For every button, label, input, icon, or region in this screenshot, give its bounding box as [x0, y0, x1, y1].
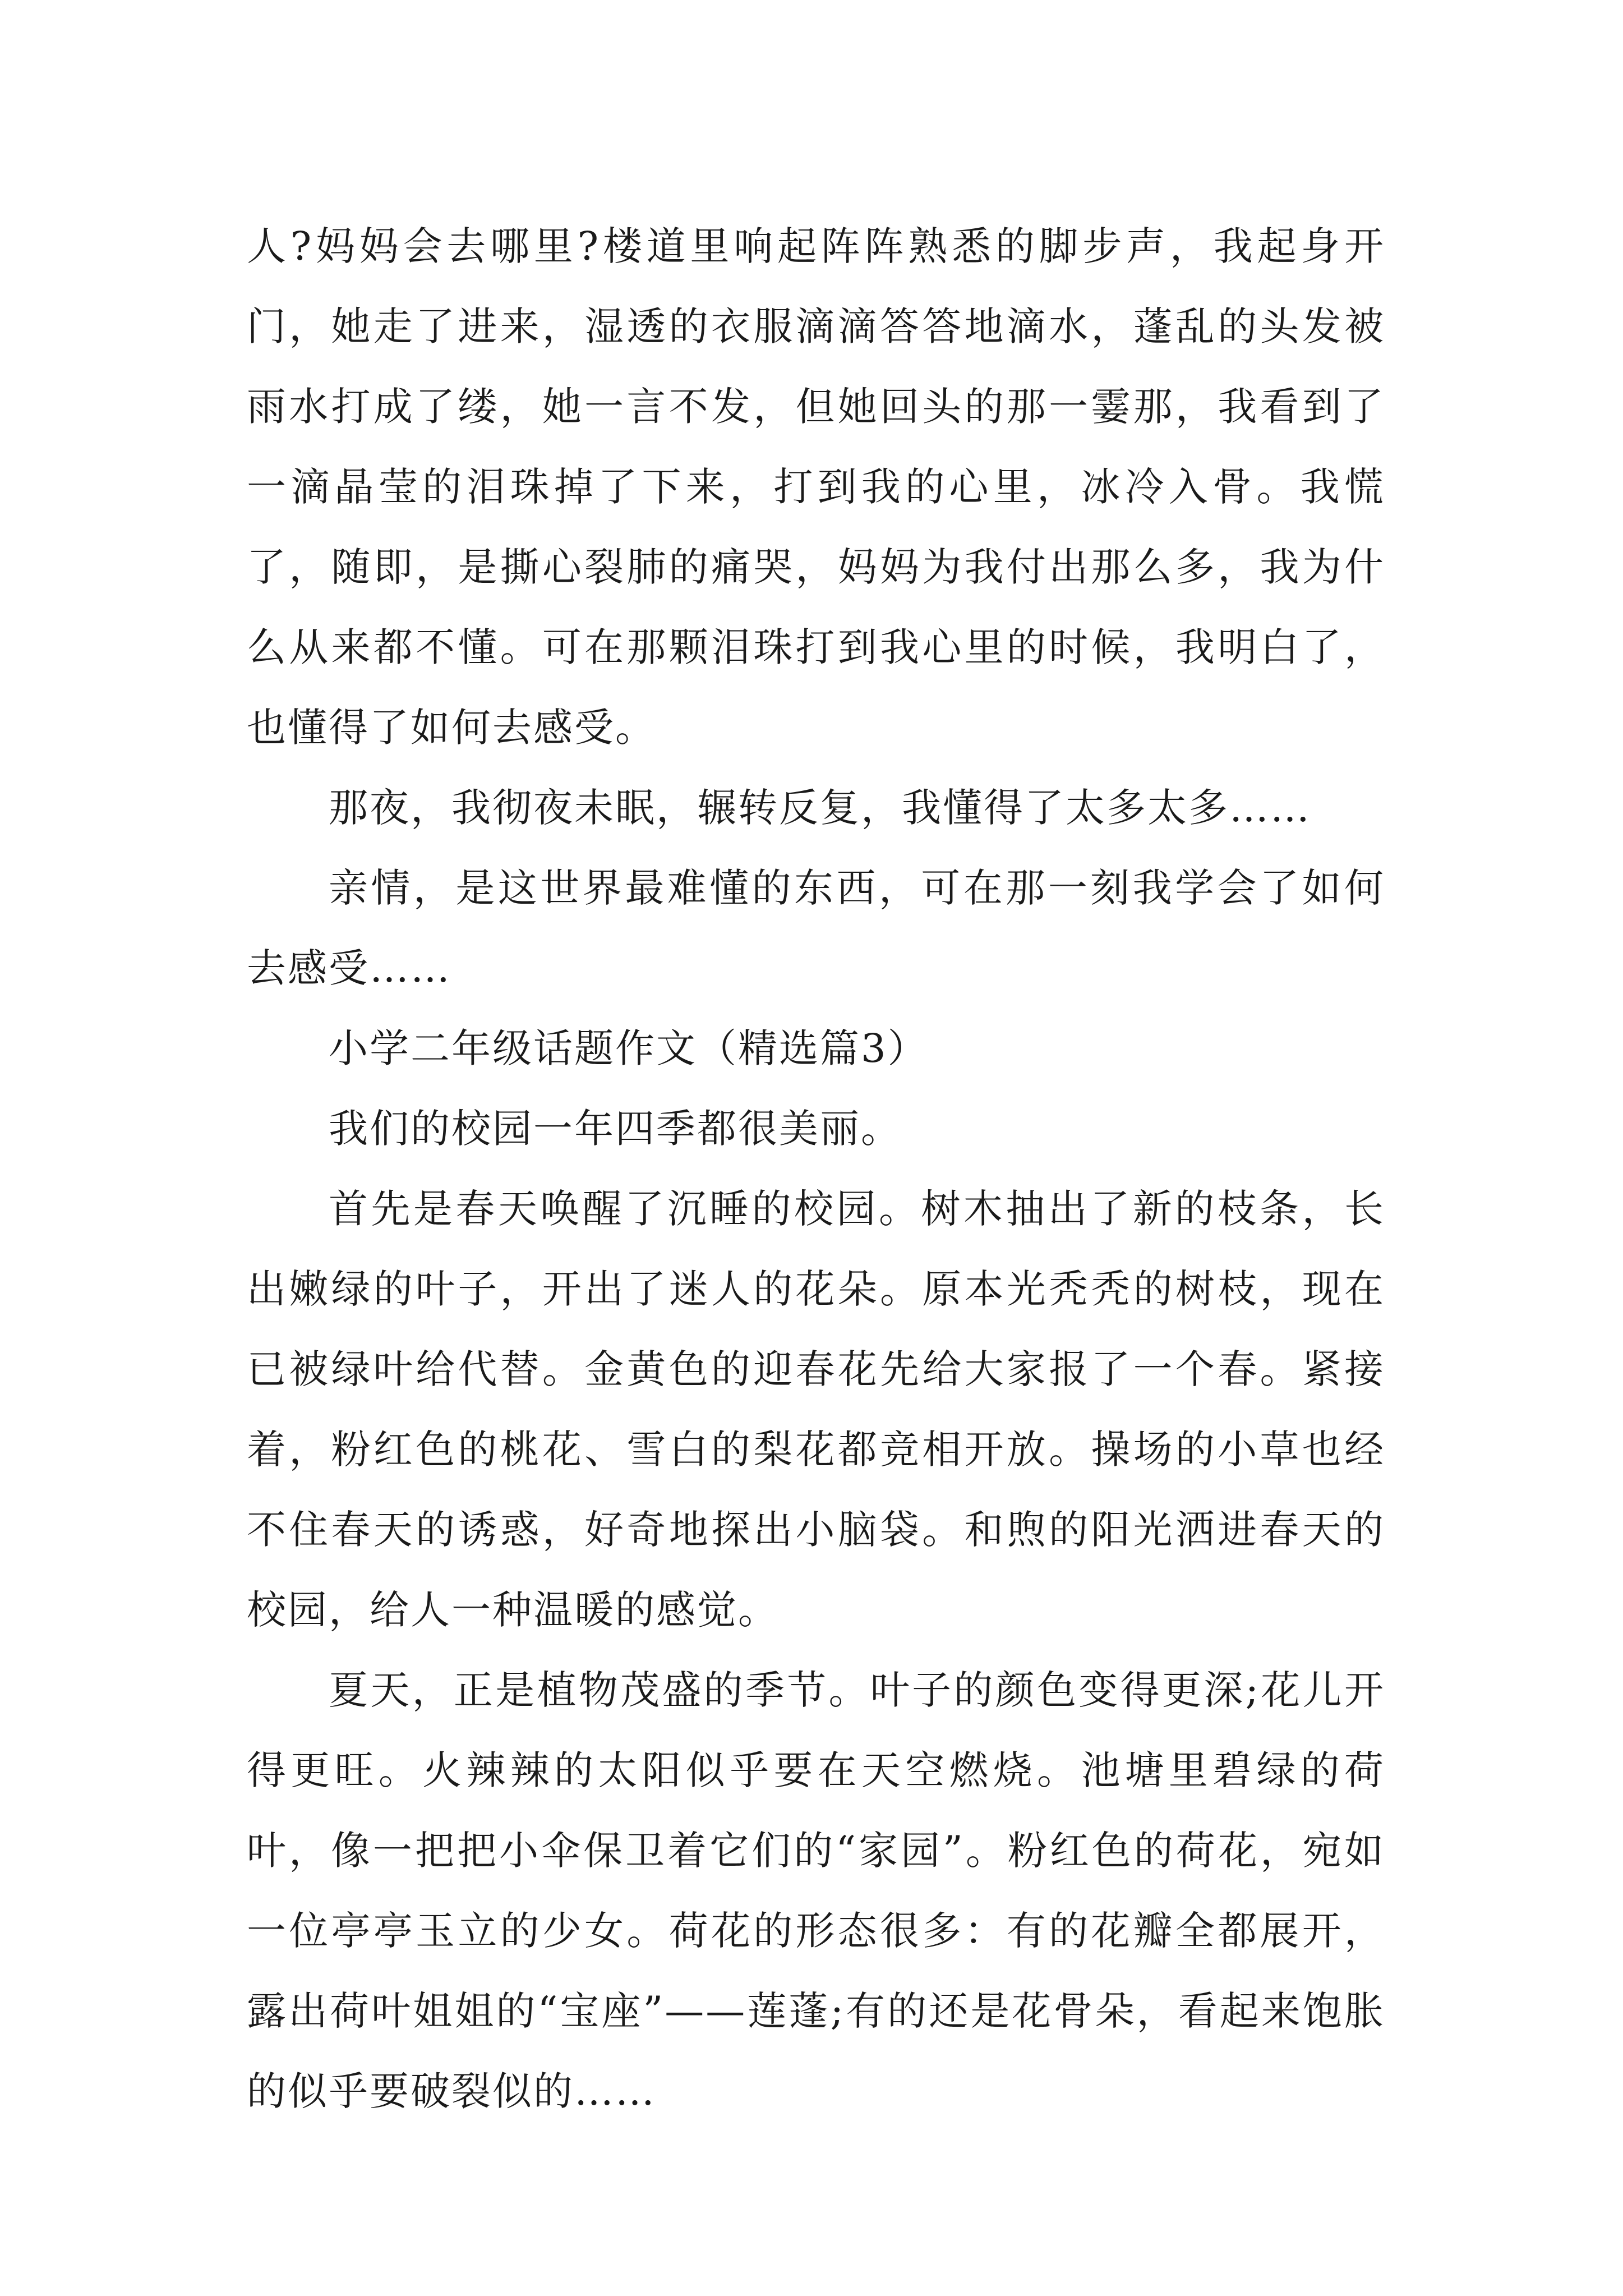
document-body	[247, 206, 1385, 2132]
section-heading: 小学二年级话题作文（精选篇3）	[329, 1025, 929, 1071]
paragraph-3: 亲情，是这世界最难懂的东西，可在那一刻我学会了如何去感受……	[247, 865, 1385, 991]
paragraph-1: 人?妈妈会去哪里?楼道里响起阵阵熟悉的脚步声，我起身开门，她走了进来，湿透的衣服滴滴答答地滴水，蓬乱的头发被雨水打成了缕，她一言不发，但她回头的那一霎那，我看到了一滴晶莹的泪珠掉了下来，打到我的心里，冰冷入骨。我慌了，随即，是撕心裂肺的痛哭，妈妈为我付出那么多，我为什么从来都不懂。可在那颗泪珠打到我心里的时候，我明白了，也懂得了如何去感受。	[247, 223, 1385, 751]
paragraph-6: 夏天，正是植物茂盛的季节。叶子的颜色变得更深;花儿开得更旺。火辣辣的太阳似乎要在天空燃烧。池塘里碧绿的荷叶，像一把把小伞保卫着它们的“家园”。粉红色的荷花，宛如一位亭亭玉立的少女。荷花的形态很多：有的花瓣全都展开，露出荷叶姐姐的“宝座”——莲蓬;有的还是花骨朵，看起来饱胀的似乎要破裂似的……	[247, 1667, 1385, 2114]
paragraph-2: 那夜，我彻夜未眠，辗转反复，我懂得了太多太多……	[329, 785, 1311, 831]
paragraph-5: 首先是春天唤醒了沉睡的校园。树木抽出了新的枝条，长出嫩绿的叶子，开出了迷人的花朵。原本光秃秃的树枝，现在已被绿叶给代替。金黄色的迎春花先给大家报了一个春。紧接着，粉红色的桃花、雪白的梨花都竞相开放。操场的小草也经不住春天的诱惑，好奇地探出小脑袋。和煦的阳光洒进春天的校园，给人一种温暖的感觉。	[247, 1186, 1385, 1633]
paragraph-4: 我们的校园一年四季都很美丽。	[329, 1106, 902, 1152]
